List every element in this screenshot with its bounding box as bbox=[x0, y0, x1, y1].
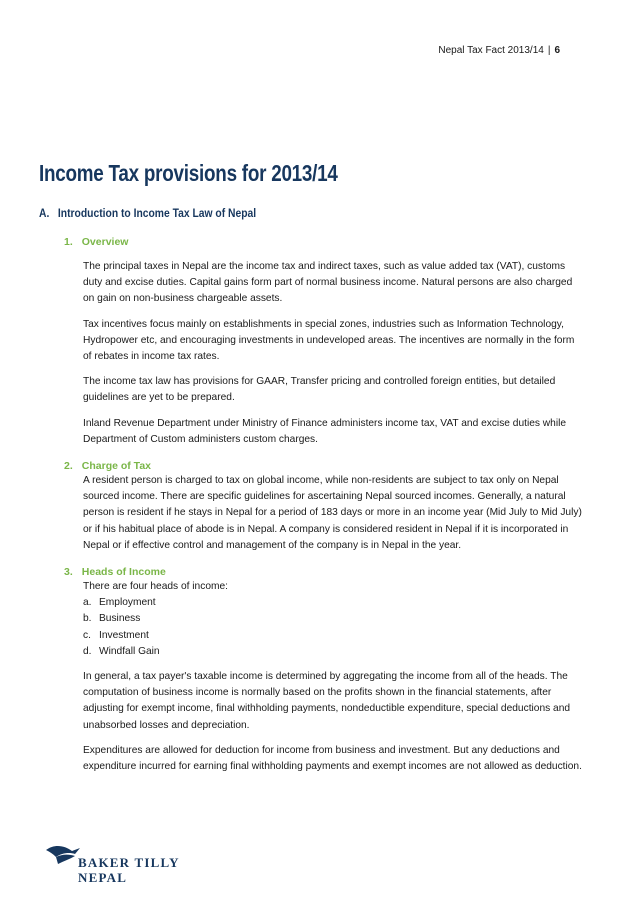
logo-line-2: NEPAL bbox=[78, 870, 128, 885]
list-item bbox=[83, 644, 584, 660]
paragraph: Inland Revenue Department under Ministry of Finance administers income tax, VAT and excise duties while Department of Custom administers custom charges. bbox=[83, 417, 567, 445]
list-item bbox=[83, 628, 584, 644]
heads-list bbox=[83, 595, 584, 660]
list-text: Business bbox=[99, 613, 141, 625]
page-number: 6 bbox=[554, 45, 560, 56]
item-title: Overview bbox=[81, 236, 129, 248]
item-body-charge-of-tax bbox=[83, 473, 584, 554]
list-text: Investment bbox=[99, 629, 149, 641]
list-letter: d. bbox=[83, 645, 92, 657]
paragraph: The income tax law has provisions for GAAR, Transfer pricing and controlled foreign entities, but detailed guidelines are yet to be prepared. bbox=[83, 376, 556, 404]
paragraph: Tax incentives focus mainly on establishments in special zones, industries such as Information Technology, Hydropower etc, and encouraging investments in undeveloped areas. The incentives are normally in the form of rebates in income tax rates. bbox=[83, 318, 575, 363]
running-title: Nepal Tax Fact 2013/14 bbox=[438, 45, 544, 56]
header-separator: | bbox=[547, 45, 551, 56]
item-number: 2. bbox=[64, 460, 73, 473]
paragraph: The principal taxes in Nepal are the income tax and indirect taxes, such as value added tax (VAT), customs duty and excise duties. Capital gains form part of normal business income. Natural persons are also charged on gain on non-business chargeable assets. bbox=[83, 261, 573, 305]
list-letter: c. bbox=[83, 629, 91, 641]
paragraph: In general, a tax payer's taxable income is determined by aggregating the income from all of the heads. The computation of business income is normally based on the profits shown in the financial statements, after adjusting for exempt income, final withholding payments, nondeductible expenditure, special deductions and unabsorbed losses and depreciation. bbox=[83, 671, 571, 731]
item-body-overview bbox=[83, 259, 584, 448]
item-heading-overview bbox=[64, 235, 584, 249]
paragraph: A resident person is charged to tax on global income, while non-residents are subject to tax only on Nepal sourced income. There are specific guidelines for ascertaining Nepal sourced incomes. Generally, a natural person is resident if he stays in Nepal for a period of 183 days or more in an income year (Mid July to Mid July) or if his habitual place of abode is in Nepal. A company is considered resident in Nepal if it is incorporated in Nepal or if effective control and management of the company is in Nepal in the year. bbox=[83, 475, 582, 551]
item-heading-charge-of-tax bbox=[64, 459, 584, 473]
item-title: Charge of Tax bbox=[81, 460, 151, 473]
paragraph: Expenditures are allowed for deduction for income from business and investment. But any deductions and expenditure incurred for earning final withholding payments and exempt incomes are not allowed as deduction. bbox=[83, 744, 582, 773]
list-item bbox=[83, 595, 584, 611]
baker-tilly-logo bbox=[44, 838, 180, 888]
list-text: Windfall Gain bbox=[99, 645, 160, 657]
section-heading bbox=[39, 206, 256, 220]
item-heading-heads-of-income bbox=[64, 565, 584, 579]
logo-line-1: BAKER TILLY bbox=[78, 855, 180, 870]
section-title: Introduction to Income Tax Law of Nepal bbox=[57, 206, 257, 220]
running-header bbox=[438, 45, 560, 56]
list-text: Employment bbox=[99, 597, 156, 609]
list-letter: a. bbox=[83, 597, 92, 609]
item-number: 1. bbox=[64, 236, 73, 248]
item-number: 3. bbox=[64, 566, 73, 579]
list-letter: b. bbox=[83, 613, 92, 625]
item-body-heads-of-income bbox=[83, 579, 584, 775]
item-title: Heads of Income bbox=[81, 566, 166, 579]
list-item bbox=[83, 611, 584, 627]
section-label: A. bbox=[39, 206, 50, 220]
page-title: Income Tax provisions for 2013/14 bbox=[39, 160, 338, 186]
main-content bbox=[64, 235, 584, 775]
list-intro: There are four heads of income: bbox=[83, 581, 228, 593]
